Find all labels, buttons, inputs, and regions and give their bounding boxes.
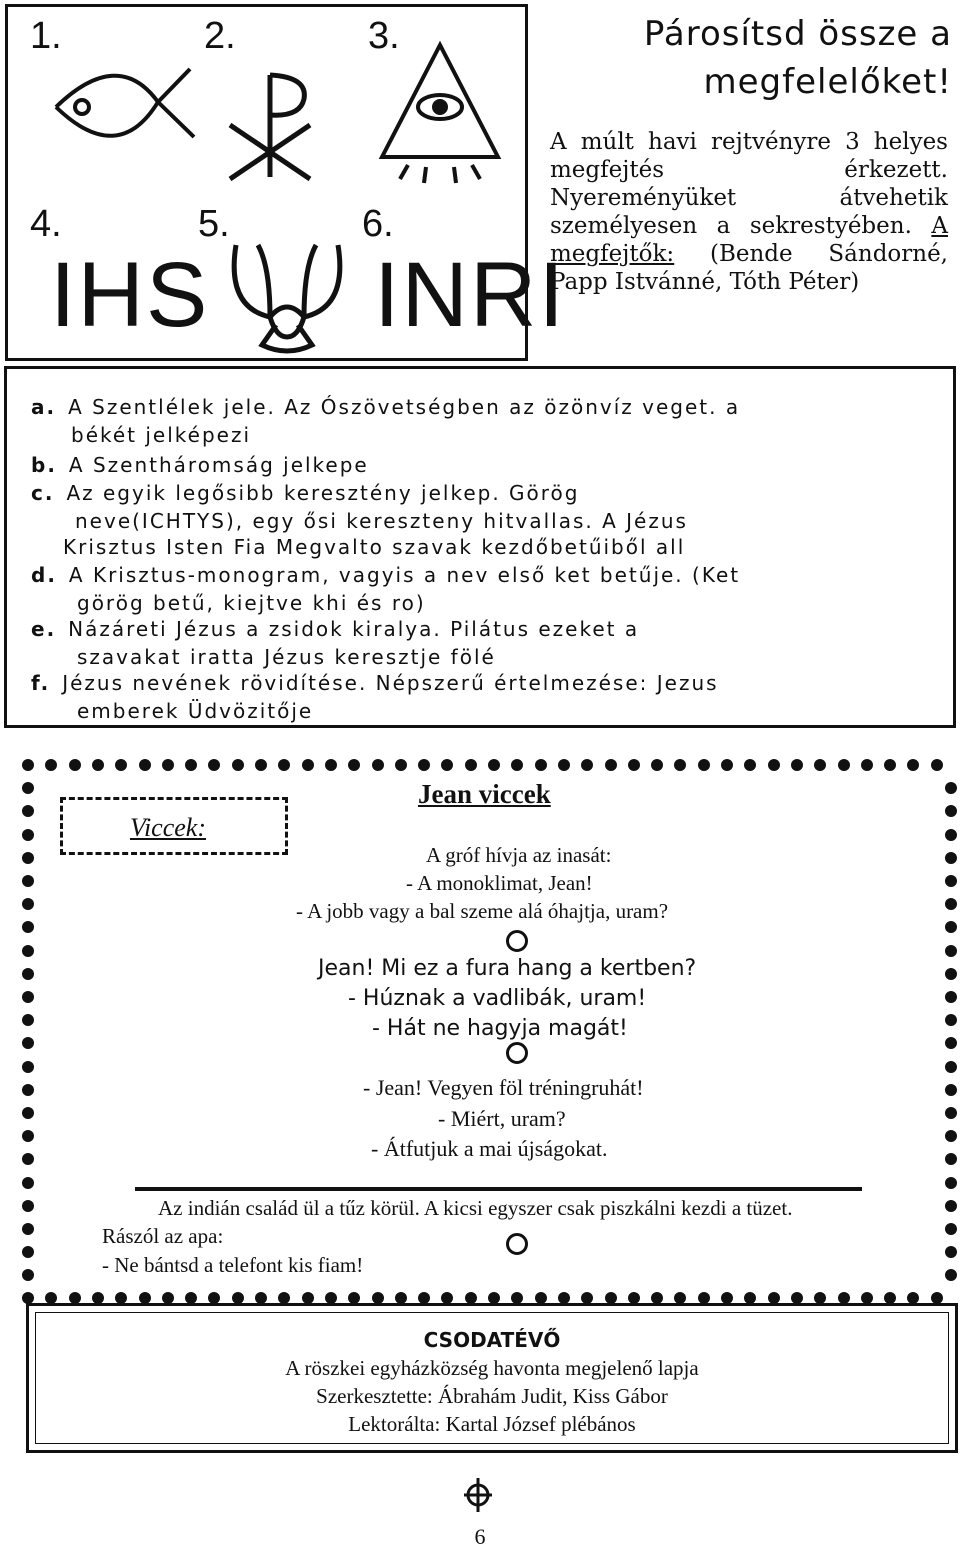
border-dot [22,1269,34,1281]
separator-circle-icon [506,1042,528,1064]
border-dot [945,1084,957,1096]
border-dot [931,759,943,771]
border-dot [651,759,663,771]
border-dot [945,1130,957,1142]
border-dot [302,759,314,771]
border-dot [945,991,957,1003]
border-dot [698,759,710,771]
border-dot [22,945,34,957]
border-dot [232,759,244,771]
symbol-number-1: 1. [30,15,62,57]
border-dot [674,759,686,771]
answer-c-line-3: Krisztus Isten Fia Megvalto szavak kezdőbetűiből all [63,535,686,559]
border-dot [395,759,407,771]
border-dot [721,759,733,771]
border-dot [945,805,957,817]
border-dot [945,782,957,794]
answer-a-line-2: békét jelképezi [71,423,252,447]
border-dot [768,759,780,771]
border-dot [22,1037,34,1049]
separator-circle-icon [506,930,528,952]
answer-b-line-1: b. A Szentháromság jelkepe [31,453,369,477]
joke4-line-1: Az indián család ül a tűz körül. A kicsi egyszer csak piszkálni kezdi a tüzet. [158,1196,793,1220]
border-dot [945,1223,957,1235]
border-dot [139,759,151,771]
border-dot [255,759,267,771]
border-dot [814,759,826,771]
border-dot [605,759,617,771]
dove-icon [234,245,340,351]
masthead-line-3: Lektorálta: Kartal József plébános [348,1412,636,1436]
cross-icon [463,1478,493,1512]
answer-c-line-1: c. Az egyik legősibb keresztény jelkep. Görög [31,481,580,505]
border-dot [945,1014,957,1026]
border-dot [92,759,104,771]
border-dot [69,759,81,771]
border-dot [22,898,34,910]
border-dot [22,921,34,933]
page-number: 6 [474,1524,486,1549]
chi-rho-icon [230,75,310,179]
border-dot [278,759,290,771]
symbol-number-3: 3. [368,15,400,57]
border-dot [115,759,127,771]
border-dot [945,875,957,887]
answer-f-line-1: f. Jézus nevének rövidítése. Népszerű értelmezése: Jezus [31,671,719,695]
border-dot [945,945,957,957]
border-dot [488,759,500,771]
eye-triangle-icon [382,45,498,183]
solvers-list: (Bende Sándorné, Papp Istvánné, Tóth Péter) [550,241,948,295]
intro-text [550,128,948,296]
intro-paragraph: A múlt havi rejtvényre 3 helyes megfejtés érkezett. Nyereményüket átvehetik személyesen a sekrestyében. [550,129,948,239]
border-dot [22,1107,34,1119]
symbol-number-4: 4. [30,203,62,245]
border-dot [441,759,453,771]
border-dot [945,921,957,933]
border-dot [22,1246,34,1258]
border-dot [558,759,570,771]
border-dot [945,1153,957,1165]
masthead-line-2: Szerkesztette: Ábrahám Judit, Kiss Gábor [316,1384,668,1408]
border-dot [791,759,803,771]
border-dot [945,1037,957,1049]
jokes-title: Jean viccek [418,779,551,809]
border-dot [945,968,957,980]
border-dot [945,1269,957,1281]
border-dot [348,759,360,771]
border-dot [945,1246,957,1258]
ihs-symbol: IHS [50,244,210,346]
border-dot [185,759,197,771]
joke4-line-3: - Ne bántsd a telefont kis fiam! [102,1253,364,1277]
viccek-label: Viccek: [130,813,206,842]
border-dot [22,1200,34,1212]
border-dot [418,759,430,771]
answer-f-line-2: emberek Üdvözitője [77,699,314,723]
symbols-box [5,4,566,361]
border-dot [945,1200,957,1212]
border-dot [22,968,34,980]
border-dot [162,759,174,771]
border-dot [22,759,34,771]
masthead-title: CSODATÉVŐ [423,1328,561,1352]
symbol-number-6: 6. [362,203,394,245]
border-dot [22,1177,34,1189]
answer-a-line-1: a. A Szentlélek jele. Az Ószövetségben az özönvíz veget. a [31,395,741,419]
border-dot [945,1061,957,1073]
joke2-line-2: - Húznak a vadlibák, uram! [348,986,647,1011]
joke3-line-3: - Átfutjuk a mai újságokat. [371,1136,608,1161]
border-dot [945,898,957,910]
joke3-line-1: - Jean! Vegyen föl tréningruhát! [363,1075,644,1100]
inri-symbol: INRI [374,244,566,346]
border-dot [22,1130,34,1142]
border-dot [744,759,756,771]
border-dot [628,759,640,771]
joke3-line-2: - Miért, uram? [438,1106,566,1131]
border-dot [511,759,523,771]
border-dot [945,1177,957,1189]
border-dot [945,852,957,864]
border-dot [22,829,34,841]
border-dot [838,759,850,771]
border-dot [945,829,957,841]
answer-d-line-1: d. A Krisztus-monogram, vagyis a nev első ket betűje. (Ket [31,563,741,587]
joke2-line-3: - Hát ne hagyja magát! [372,1016,628,1041]
answer-e-line-2: szavakat iratta Jézus keresztje fölé [77,645,496,669]
divider-line [135,1187,862,1191]
border-dot [22,1061,34,1073]
border-dot [861,759,873,771]
border-dot [22,782,34,794]
border-dot [208,759,220,771]
page-title: Párosítsd össze a megfelelőket! [643,14,952,102]
border-dot [465,759,477,771]
separator-circle-icon [506,1233,528,1255]
answers-box [4,366,956,728]
border-dot [325,759,337,771]
border-dot [22,1084,34,1096]
solvers-label: A megfejtők: [550,213,948,267]
masthead-line-1: A röszkei egyházközség havonta megjelenő lapja [285,1356,699,1380]
border-dot [581,759,593,771]
border-dot [22,875,34,887]
border-dot [907,759,919,771]
border-dot [22,852,34,864]
symbol-number-5: 5. [198,203,230,245]
border-dot [22,1153,34,1165]
joke4-line-2: Rászól az apa: [102,1224,224,1248]
border-dot [22,1014,34,1026]
joke2-line-1: Jean! Mi ez a fura hang a kertben? [318,956,697,981]
masthead-box [26,1303,958,1453]
answer-c-line-2: neve(ICHTYS), egy ősi kereszteny hitvallas. A Jézus [75,509,688,533]
answer-e-line-1: e. Názáreti Jézus a zsidok kiralya. Pilátus ezeket a [31,617,640,641]
answer-d-line-2: görög betű, kiejtve khi és ro) [77,591,426,615]
border-dot [535,759,547,771]
symbol-number-2: 2. [204,15,236,57]
border-dot [45,759,57,771]
border-dot [884,759,896,771]
border-dot [22,991,34,1003]
border-dot [22,805,34,817]
border-dot [945,1107,957,1119]
joke1-line-1: A gróf hívja az inasát: [426,843,612,867]
border-dot [372,759,384,771]
joke1-line-2: - A monoklimat, Jean! [406,871,593,895]
border-dot [22,1223,34,1235]
joke1-line-3: - A jobb vagy a bal szeme alá óhajtja, uram? [296,899,669,923]
